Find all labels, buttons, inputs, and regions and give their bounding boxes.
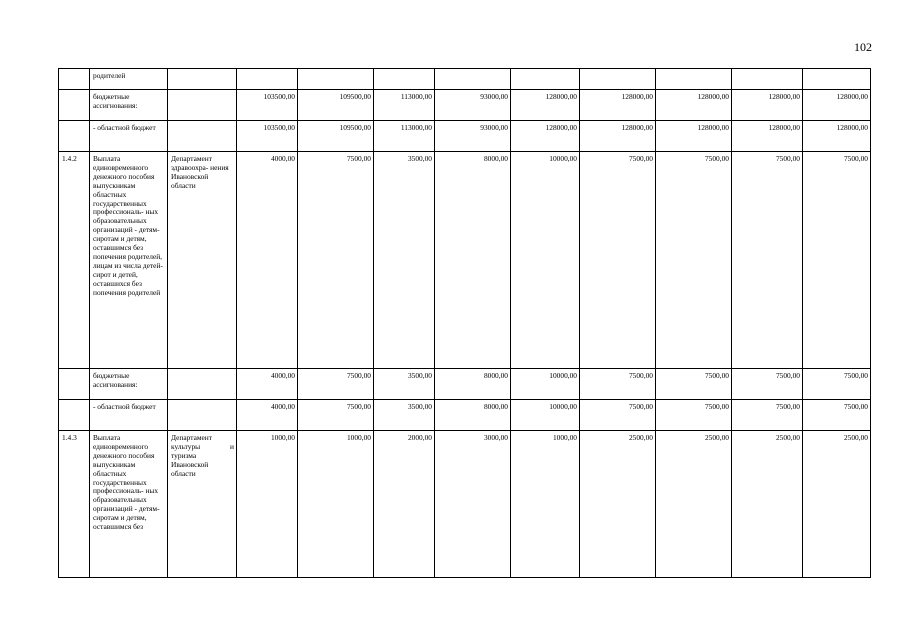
table-row	[59, 431, 871, 578]
value-cell: 128000,00	[803, 90, 871, 121]
row-number-cell: 1.4.2	[59, 152, 90, 369]
value-cell: 8000,00	[435, 152, 511, 369]
value-cell: 1000,00	[298, 431, 374, 578]
value-cell: 7500,00	[580, 152, 656, 369]
value-cell: 2500,00	[656, 431, 732, 578]
executor-cell: Департамент здравоохра- нения Ивановской области	[168, 152, 237, 369]
value-cell	[435, 69, 511, 90]
value-cell: 4000,00	[237, 369, 298, 400]
table-row	[59, 152, 871, 369]
value-cell: 7500,00	[732, 369, 803, 400]
value-cell: 3500,00	[374, 152, 435, 369]
value-cell: 4000,00	[237, 400, 298, 431]
executor-line: Департамент культуры и	[171, 433, 234, 451]
value-cell	[732, 69, 803, 90]
value-cell: 7500,00	[656, 400, 732, 431]
value-cell: 128000,00	[803, 121, 871, 152]
value-cell: 3500,00	[374, 400, 435, 431]
executor-cell	[168, 400, 237, 431]
table-row	[59, 90, 871, 121]
value-cell: 113000,00	[374, 90, 435, 121]
table-row	[59, 400, 871, 431]
value-cell: 93000,00	[435, 121, 511, 152]
value-cell: 10000,00	[511, 400, 580, 431]
row-name-cell: - областной бюджет	[90, 121, 168, 152]
row-number-cell	[59, 400, 90, 431]
value-cell: 4000,00	[237, 152, 298, 369]
table-row	[59, 369, 871, 400]
row-name-cell: Выплата единовременного денежного пособия выпускникам областных государственных профессиональ- ных образовательных организаций - детям-сиротам и детям, оставшимся без попечения родителей, лицам из числа детей-сирот и детей, оставшихся без попечения родителей	[90, 152, 168, 369]
table-row	[59, 121, 871, 152]
value-cell	[511, 69, 580, 90]
value-cell: 7500,00	[732, 400, 803, 431]
value-cell: 3000,00	[435, 431, 511, 578]
value-cell: 7500,00	[298, 152, 374, 369]
row-number-cell	[59, 121, 90, 152]
value-cell: 109500,00	[298, 90, 374, 121]
row-number-cell: 1.4.3	[59, 431, 90, 578]
row-number-cell	[59, 369, 90, 400]
value-cell: 7500,00	[803, 369, 871, 400]
value-cell: 7500,00	[732, 152, 803, 369]
executor-cell	[168, 369, 237, 400]
value-cell: 7500,00	[656, 369, 732, 400]
value-cell: 7500,00	[580, 400, 656, 431]
value-cell: 103500,00	[237, 121, 298, 152]
value-cell: 8000,00	[435, 369, 511, 400]
value-cell: 128000,00	[511, 121, 580, 152]
value-cell: 113000,00	[374, 121, 435, 152]
table-row	[59, 69, 871, 90]
value-cell: 109500,00	[298, 121, 374, 152]
value-cell: 1000,00	[511, 431, 580, 578]
row-name-cell: бюджетные ассигнования:	[90, 90, 168, 121]
row-number-cell	[59, 69, 90, 90]
value-cell	[580, 69, 656, 90]
value-cell: 103500,00	[237, 90, 298, 121]
value-cell: 2500,00	[803, 431, 871, 578]
value-cell	[803, 69, 871, 90]
value-cell	[656, 69, 732, 90]
value-cell: 93000,00	[435, 90, 511, 121]
row-name-cell: бюджетные ассигнования:	[90, 369, 168, 400]
value-cell: 7500,00	[803, 152, 871, 369]
value-cell: 7500,00	[803, 400, 871, 431]
value-cell: 2500,00	[580, 431, 656, 578]
value-cell	[298, 69, 374, 90]
value-cell: 128000,00	[580, 121, 656, 152]
value-cell	[237, 69, 298, 90]
value-cell: 128000,00	[732, 121, 803, 152]
row-name-cell: родителей	[90, 69, 168, 90]
row-name-cell: - областной бюджет	[90, 400, 168, 431]
value-cell: 7500,00	[580, 369, 656, 400]
value-cell: 7500,00	[656, 152, 732, 369]
value-cell: 128000,00	[656, 121, 732, 152]
budget-table	[58, 68, 871, 578]
value-cell	[374, 69, 435, 90]
value-cell: 7500,00	[298, 369, 374, 400]
value-cell: 8000,00	[435, 400, 511, 431]
executor-text: туризма Ивановской области	[171, 450, 209, 478]
value-cell: 128000,00	[511, 90, 580, 121]
executor-cell	[168, 69, 237, 90]
value-cell: 128000,00	[580, 90, 656, 121]
table-body	[59, 69, 871, 578]
value-cell: 10000,00	[511, 152, 580, 369]
row-name-cell: Выплата единовременного денежного пособия выпускникам областных государственных профессиональ- ных образовательных организаций - детям-сиротам и детям, оставшимся без	[90, 431, 168, 578]
row-number-cell	[59, 90, 90, 121]
executor-cell	[168, 121, 237, 152]
value-cell: 2000,00	[374, 431, 435, 578]
value-cell: 7500,00	[298, 400, 374, 431]
value-cell: 128000,00	[656, 90, 732, 121]
executor-cell	[168, 431, 237, 578]
value-cell: 2500,00	[732, 431, 803, 578]
value-cell: 1000,00	[237, 431, 298, 578]
value-cell: 128000,00	[732, 90, 803, 121]
executor-cell	[168, 90, 237, 121]
value-cell: 10000,00	[511, 369, 580, 400]
page-number: 102	[854, 40, 872, 54]
value-cell: 3500,00	[374, 369, 435, 400]
